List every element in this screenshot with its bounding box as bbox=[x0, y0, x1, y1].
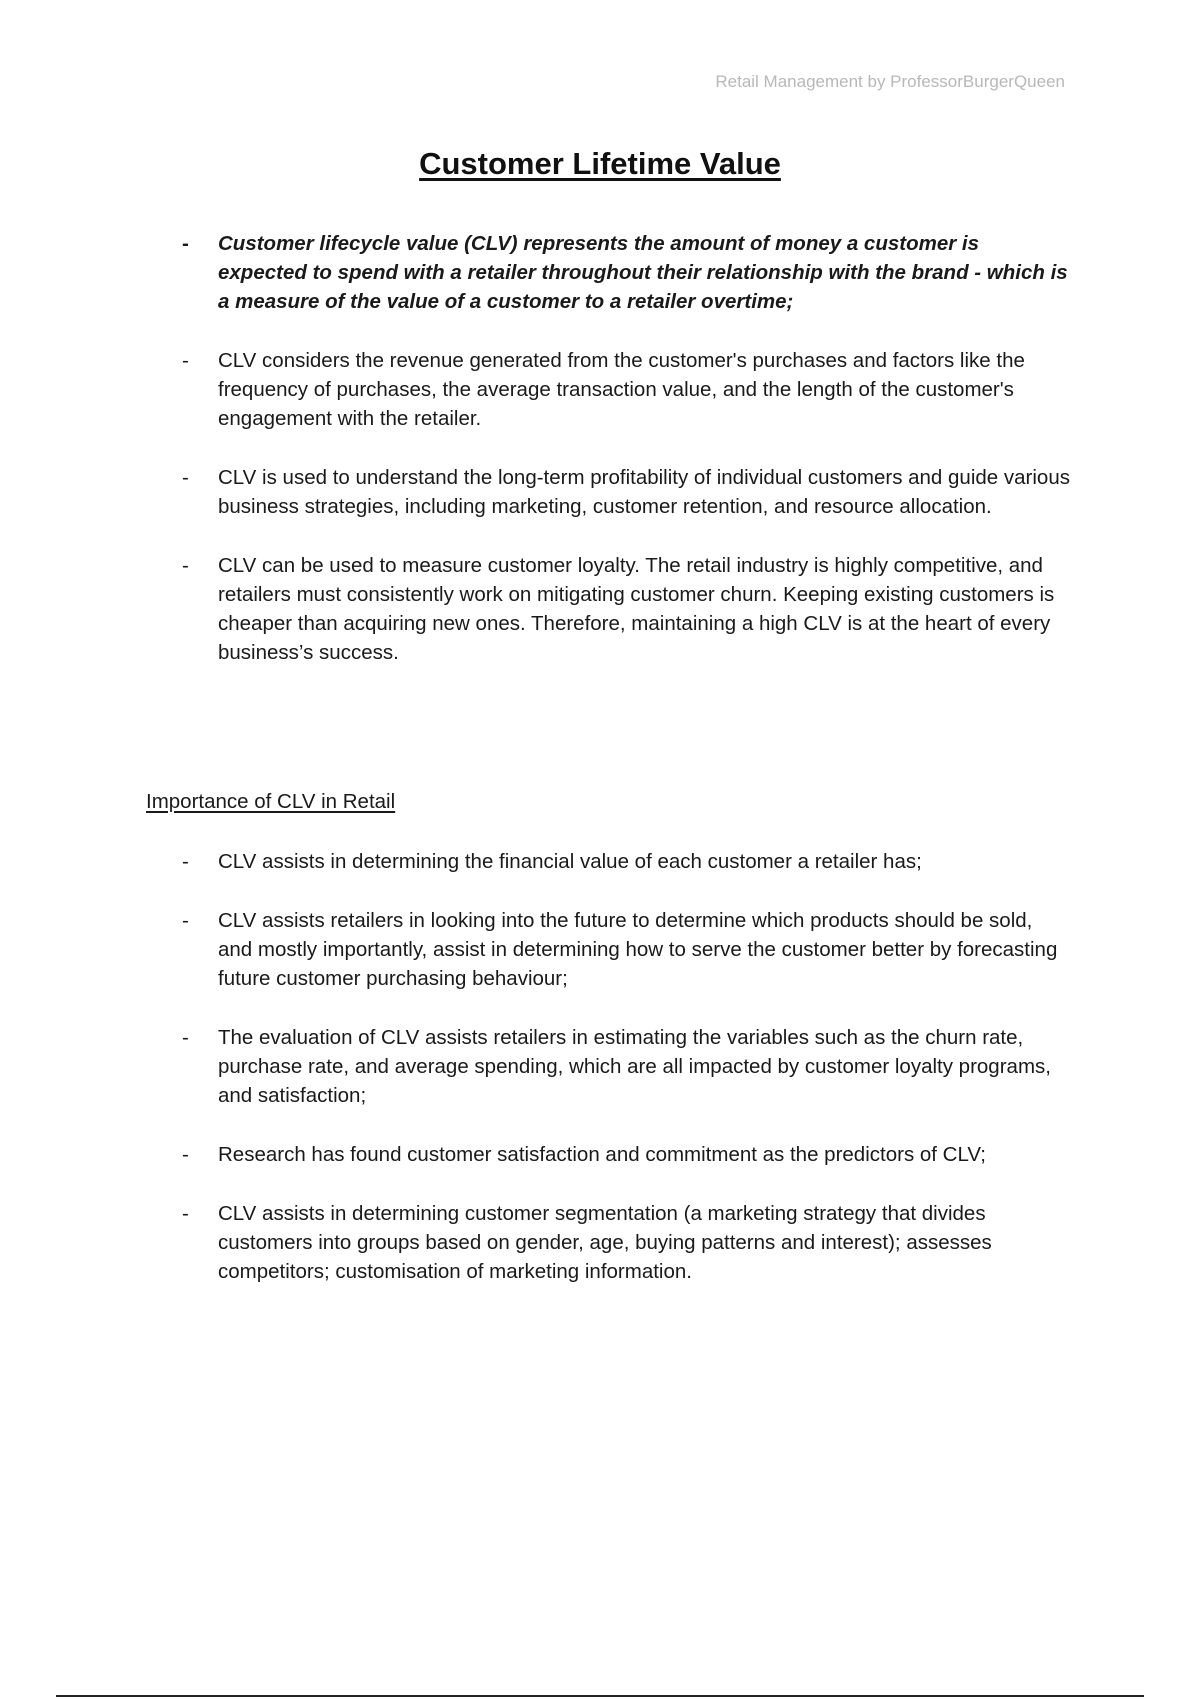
intro-bullet-list bbox=[182, 229, 1072, 697]
list-item bbox=[182, 551, 1072, 667]
bullet-text: CLV can be used to measure customer loyalty. The retail industry is highly competitive, and retailers must consistently work on mitigating customer churn. Keeping existing customers is cheaper than acquiring new ones. Therefore, maintaining a high CLV is at the heart of every business’s success. bbox=[218, 554, 1055, 664]
list-item bbox=[182, 1199, 1072, 1286]
bullet-text: The evaluation of CLV assists retailers in estimating the variables such as the churn rate, purchase rate, and average spending, which are all impacted by customer loyalty programs, and satisfaction; bbox=[218, 1026, 1051, 1107]
bullet-text: CLV considers the revenue generated from the customer's purchases and factors like the frequency of purchases, the average transaction value, and the length of the customer's engagement with the retailer. bbox=[218, 349, 1025, 430]
list-item bbox=[182, 229, 1072, 316]
list-item bbox=[182, 463, 1072, 521]
bullet-dash: - bbox=[182, 349, 189, 372]
footer-divider bbox=[56, 1695, 1144, 1697]
section-heading-importance: Importance of CLV in Retail bbox=[146, 790, 396, 813]
bullet-text: CLV assists retailers in looking into the future to determine which products should be sold, and mostly importantly, assist in determining how to serve the customer better by forecasting future customer purchasing behaviour; bbox=[218, 909, 1058, 990]
bullet-dash: - bbox=[182, 554, 189, 577]
list-item bbox=[182, 1023, 1072, 1110]
bullet-text: CLV assists in determining the financial value of each customer a retailer has; bbox=[218, 850, 922, 873]
bullet-dash: - bbox=[182, 232, 189, 255]
bullet-text: CLV is used to understand the long-term profitability of individual customers and guide various business strategies, including marketing, customer retention, and resource allocation. bbox=[218, 466, 1070, 518]
bullet-dash: - bbox=[182, 850, 189, 873]
bullet-text: Customer lifecycle value (CLV) represents the amount of money a customer is expected to spend with a retailer throughout their relationship with the brand - which is a measure of the value of a customer to a retailer overtime; bbox=[218, 232, 1068, 313]
bullet-text: CLV assists in determining customer segmentation (a marketing strategy that divides customers into groups based on gender, age, buying patterns and interest); assesses competitors; customisation of marketing information. bbox=[218, 1202, 992, 1283]
bullet-dash: - bbox=[182, 909, 189, 932]
bullet-dash: - bbox=[182, 1202, 189, 1225]
page-title: Customer Lifetime Value bbox=[419, 146, 781, 181]
bullet-text: Research has found customer satisfaction and commitment as the predictors of CLV; bbox=[218, 1143, 986, 1166]
list-item bbox=[182, 1140, 1072, 1169]
list-item bbox=[182, 847, 1072, 876]
list-item bbox=[182, 346, 1072, 433]
header-note: Retail Management by ProfessorBurgerQueen bbox=[715, 72, 1065, 91]
bullet-dash: - bbox=[182, 1026, 189, 1049]
list-item bbox=[182, 906, 1072, 993]
bullet-dash: - bbox=[182, 1143, 189, 1166]
importance-bullet-list bbox=[182, 847, 1072, 1316]
bullet-dash: - bbox=[182, 466, 189, 489]
